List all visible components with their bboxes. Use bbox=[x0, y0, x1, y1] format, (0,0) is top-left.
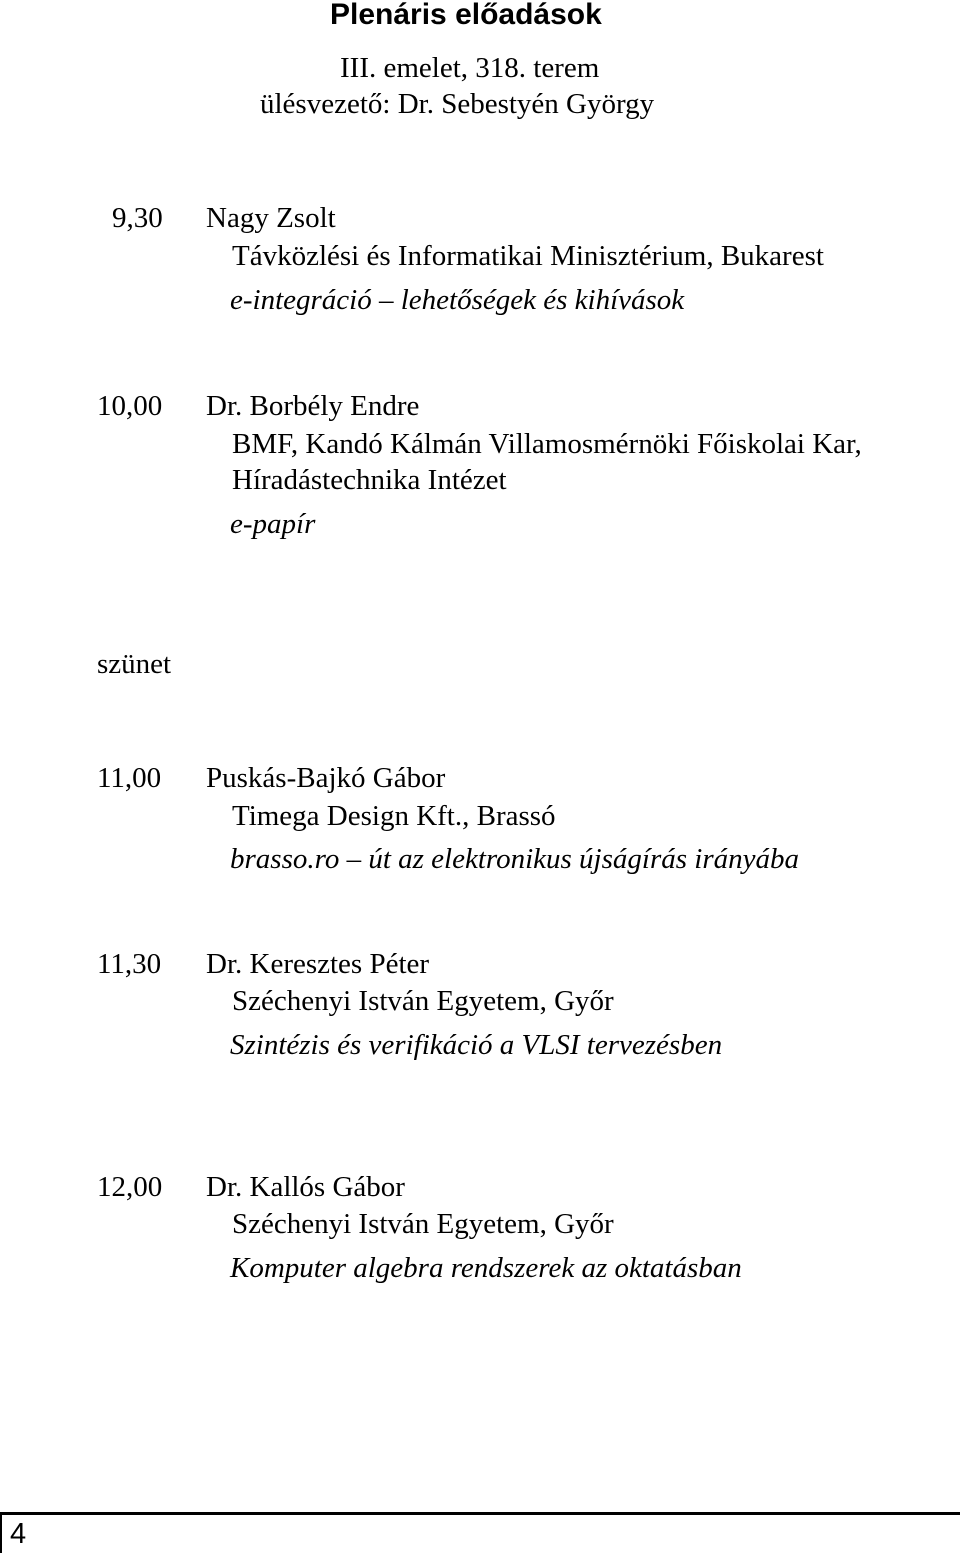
page-title: Plenáris előadások bbox=[330, 0, 602, 31]
speaker-name: Puskás-Bajkó Gábor bbox=[206, 762, 446, 794]
speaker-name: Dr. Borbély Endre bbox=[206, 390, 420, 422]
break-label: szünet bbox=[97, 648, 172, 680]
speaker-affiliation: Timega Design Kft., Brassó bbox=[232, 800, 556, 832]
footer-rule bbox=[0, 1512, 960, 1515]
session-time: 11,00 bbox=[97, 762, 162, 794]
session-time: 9,30 bbox=[112, 202, 163, 234]
speaker-affiliation: Széchenyi István Egyetem, Győr bbox=[232, 985, 614, 1017]
speaker-name: Nagy Zsolt bbox=[206, 202, 336, 234]
session-time: 11,30 bbox=[97, 948, 162, 980]
session-chair: ülésvezető: Dr. Sebestyén György bbox=[260, 88, 655, 120]
speaker-affiliation: Széchenyi István Egyetem, Győr bbox=[232, 1208, 614, 1240]
session-location: III. emelet, 318. terem bbox=[340, 52, 600, 84]
talk-title: Komputer algebra rendszerek az oktatásban bbox=[230, 1252, 742, 1284]
talk-title: brasso.ro – út az elektronikus újságírás irányába bbox=[230, 843, 799, 875]
talk-title: Szintézis és verifikáció a VLSI tervezésben bbox=[230, 1029, 723, 1061]
session-time: 12,00 bbox=[97, 1171, 163, 1203]
talk-title: e-papír bbox=[230, 508, 316, 540]
speaker-affiliation: Távközlési és Informatikai Minisztérium, Bukarest bbox=[232, 240, 824, 272]
footer-rule-vertical bbox=[0, 1512, 2, 1553]
talk-title: e-integráció – lehetőségek és kihívások bbox=[230, 284, 685, 316]
page-number: 4 bbox=[10, 1518, 27, 1550]
speaker-name: Dr. Keresztes Péter bbox=[206, 948, 430, 980]
speaker-name: Dr. Kallós Gábor bbox=[206, 1171, 405, 1203]
speaker-affiliation: BMF, Kandó Kálmán Villamosmérnöki Főiskolai Kar, bbox=[232, 428, 862, 460]
session-time: 10,00 bbox=[97, 390, 163, 422]
speaker-affiliation-line-2: Híradástechnika Intézet bbox=[232, 464, 507, 496]
